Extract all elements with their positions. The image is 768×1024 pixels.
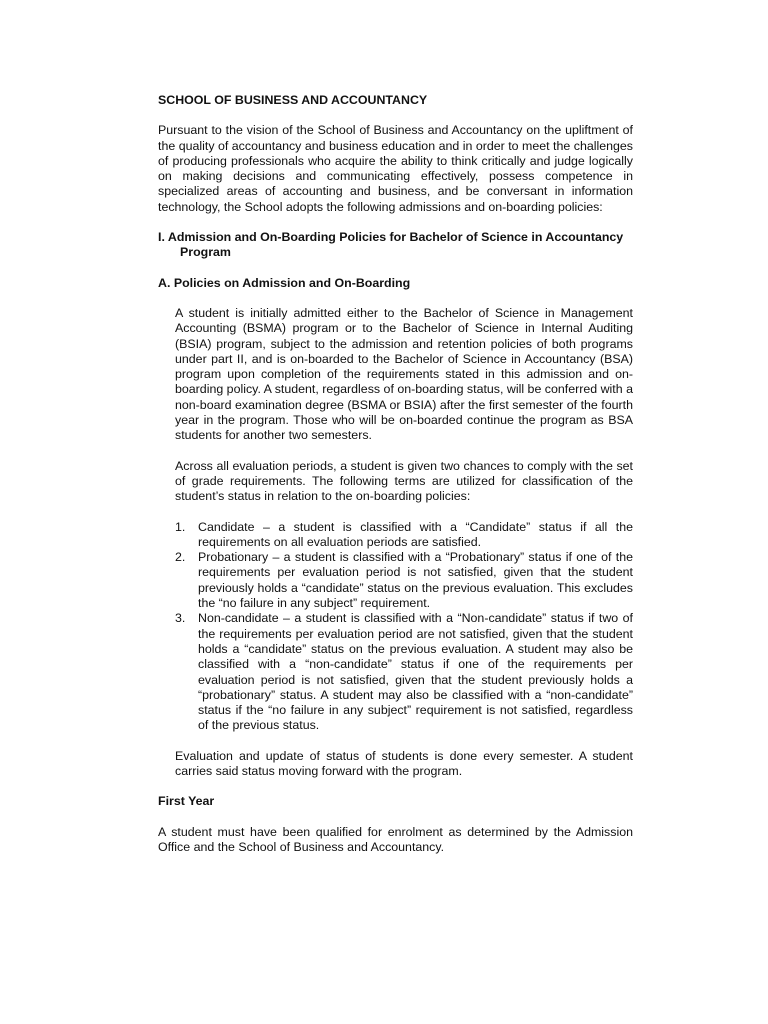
- document-body: [158, 93, 633, 870]
- list-item-number: 3.: [175, 611, 186, 626]
- section-a-heading: A. Policies on Admission and On-Boarding: [158, 275, 411, 290]
- intro-paragraph: Pursuant to the vision of the School of Business and Accountancy on the upliftment of the quality of accountancy and business education and in order to meet the challenges of producing professionals who acquire the ability to think critically and judge logically on making decisions and communicating effectively, possess competence in specialized areas of accounting and business, and be conversant in information technology, the School adopts the following admissions and on-boarding policies:: [158, 123, 633, 214]
- list-item: [175, 611, 633, 733]
- section-1-heading: I. Admission and On-Boarding Policies for Bachelor of Science in Accountancy Program: [158, 230, 624, 260]
- list-item-text: Candidate – a student is classified with a “Candidate” status if all the requirements on all evaluation periods are satisfied.: [198, 519, 633, 549]
- first-year-paragraph: A student must have been qualified for enrolment as determined by the Admission Office and the School of Business and Accountancy.: [158, 824, 633, 854]
- first-year-heading: First Year: [158, 794, 215, 809]
- admission-paragraph: A student is initially admitted either to the Bachelor of Science in Management Accounting (BSMA) program or to the Bachelor of Science in Internal Auditing (BSIA) program, subject to the admission and retention policies of both programs under part II, and is on-boarded to the Bachelor of Science in Accountancy (BSA) program upon completion of the requirements stated in this admission and on-boarding policy. A student, regardless of on-boarding status, will be conferred with a non-board examination degree (BSMA or BSIA) after the first semester of the fourth year in the program. Those who will be on-boarded continue the program as BSA students for another two semesters.: [175, 305, 633, 443]
- list-item-text: Probationary – a student is classified with a “Probationary” status if one of the requirements per evaluation period is not satisfied, given that the student previously holds a “candidate” status on the previous evaluation. This excludes the “no failure in any subject” requirement.: [198, 550, 633, 611]
- status-list: [175, 520, 633, 734]
- list-item: [175, 550, 633, 611]
- list-item-text: Non-candidate – a student is classified with a “Non-candidate” status if two of the requirements per evaluation period are not satisfied, given that the student holds a “candidate” status on the previous evaluation. A student may also be classified with a “non-candidate” status if one of the requirements per evaluation period is not satisfied, given that the student previously holds a “probationary” status. A student may also be classified with a “non-candidate” status if the “no failure in any subject” requirement is not satisfied, regardless of the previous status.: [198, 611, 633, 733]
- list-item-number: 1.: [175, 519, 186, 534]
- list-item: [175, 520, 633, 551]
- list-item-number: 2.: [175, 550, 186, 565]
- evaluation-paragraph: Across all evaluation periods, a student is given two chances to comply with the set of grade requirements. The following terms are utilized for classification of the student’s status in relation to the on-boarding policies:: [175, 458, 633, 504]
- status-update-paragraph: Evaluation and update of status of students is done every semester. A student carries said status moving forward with the program.: [175, 748, 633, 778]
- document-title: SCHOOL OF BUSINESS AND ACCOUNTANCY: [158, 93, 428, 107]
